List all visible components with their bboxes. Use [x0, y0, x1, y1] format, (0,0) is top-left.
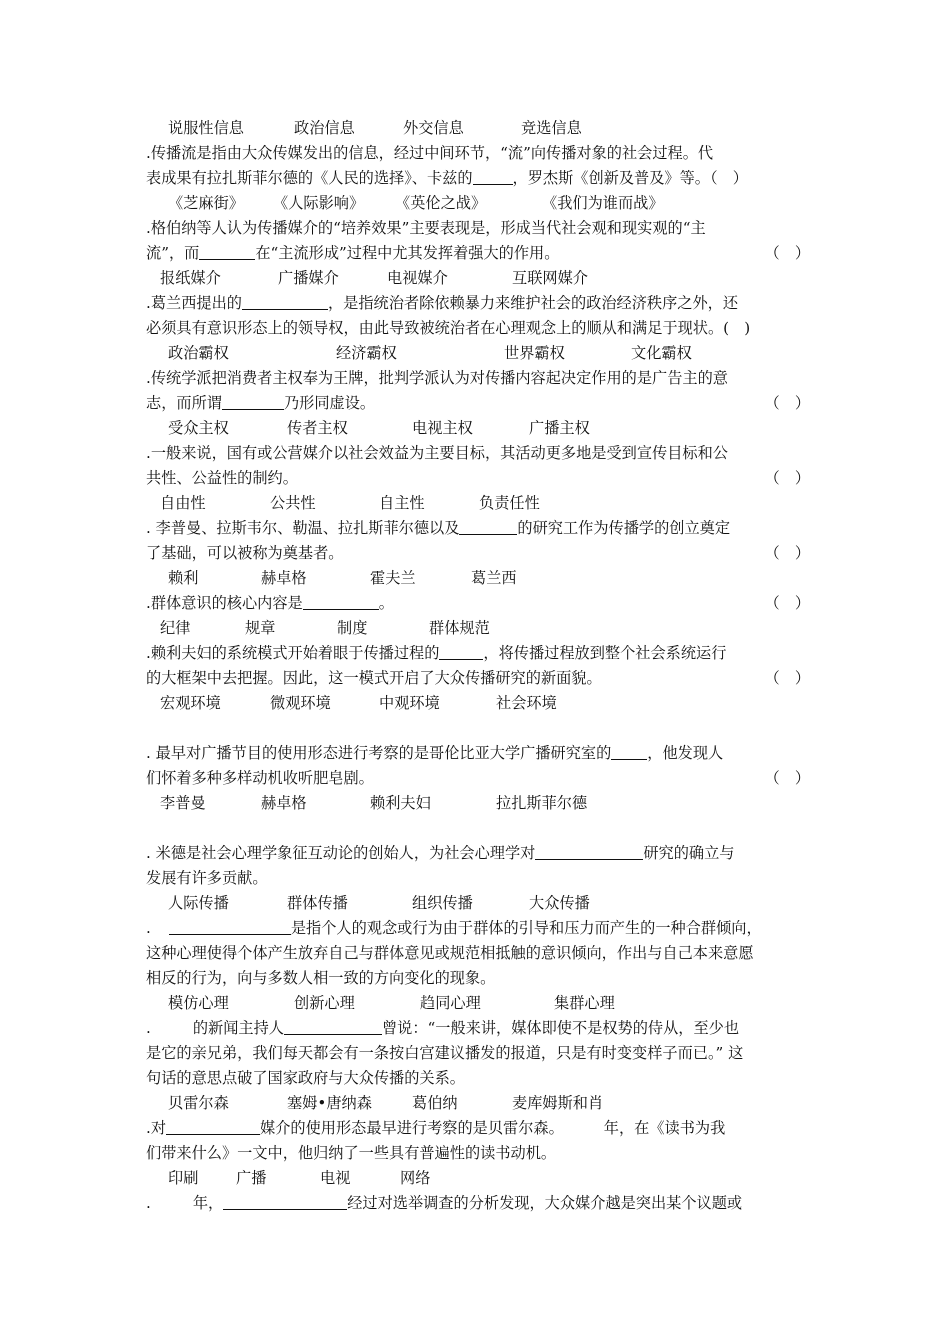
- question-line: .传播流是指由大众传媒发出的信息，经过中间环节，“流”向传播对象的社会过程。代: [146, 144, 714, 162]
- question-line: 们带来什么》一文中，他归纳了一些具有普遍性的读书动机。: [146, 1144, 557, 1162]
- option: 传者主权: [287, 419, 348, 437]
- answer-blank: [473, 167, 513, 185]
- option: 社会环境: [496, 694, 557, 712]
- options-line: [146, 991, 810, 1016]
- option: 广播: [236, 1169, 267, 1187]
- option: 群体传播: [287, 894, 348, 912]
- question-line: 这种心理使得个体产生放弃自己与群体意见或规范相抵触的意识倾向，作出与自己本来意愿: [146, 944, 754, 962]
- option: 广播媒介: [278, 269, 339, 287]
- option: 电视媒介: [387, 269, 448, 287]
- option: 互联网媒介: [512, 269, 588, 287]
- option: 赖利: [168, 569, 199, 587]
- options-line: [146, 1166, 810, 1191]
- option: 中观环境: [379, 694, 440, 712]
- option: 报纸媒介: [160, 269, 221, 287]
- option: 经济霸权: [336, 344, 397, 362]
- question-line: 发展有许多贡献。: [146, 869, 268, 887]
- question-line: 流”，而 在“主流形成”过程中尤其发挥着强大的作用。 （ ）: [146, 241, 810, 266]
- option: 葛兰西: [471, 569, 517, 587]
- option: 自由性: [160, 494, 206, 512]
- question-line: .一般来说，国有或公营媒介以社会效益为主要目标，其活动更多地是受到宣传目标和公: [146, 444, 728, 462]
- option: 电视: [320, 1169, 351, 1187]
- question-line: 了基础，可以被称为奠基者。 （ ）: [146, 541, 810, 566]
- option: 赖利夫妇: [370, 794, 431, 812]
- options-line: [146, 416, 810, 441]
- option: 电视主权: [412, 419, 473, 437]
- option: 赫卓格: [261, 569, 307, 587]
- option: 宏观环境: [160, 694, 221, 712]
- option: 文化霸权: [631, 344, 692, 362]
- question-line: 句话的意思点破了国家政府与大众传播的关系。: [146, 1069, 465, 1087]
- options-line: [146, 491, 810, 516]
- question-line: 表成果有拉扎斯菲尔德的《人民的选择》、卡兹的 ，罗杰斯《创新及普及》等。（ ）: [146, 169, 748, 187]
- question-line: 们怀着多种多样动机收听肥皂剧。 （ ）: [146, 766, 810, 791]
- option: 制度: [337, 619, 368, 637]
- question-line: . 是指个人的观念或行为由于群体的引导和压力而产生的一种合群倾向，: [146, 919, 762, 937]
- option: 说服性信息: [168, 119, 244, 137]
- answer-parentheses: （ ）: [764, 469, 810, 487]
- question-line: .对 媒介的使用形态最早进行考察的是贝雷尔森。 年，在《读书为我: [146, 1119, 726, 1137]
- option: 贝雷尔森: [168, 1094, 229, 1112]
- options-line: [146, 691, 810, 716]
- options-line: [146, 891, 810, 916]
- option: 印刷: [168, 1169, 199, 1187]
- question-line: .赖利夫妇的系统模式开始着眼于传播过程的 ，将传播过程放到整个社会系统运行: [146, 644, 727, 662]
- option: 公共性: [270, 494, 316, 512]
- question-line: . 的新闻主持人 曾说：“一般来讲，媒体即使不是权势的侍从，至少也: [146, 1019, 740, 1037]
- option: 微观环境: [270, 694, 331, 712]
- option: 赫卓格: [261, 794, 307, 812]
- option: 竞选信息: [521, 119, 582, 137]
- question-line: 志，而所谓 乃形同虚设。 （ ）: [146, 391, 810, 416]
- option: 麦库姆斯和肖: [512, 1094, 604, 1112]
- answer-blank: [459, 517, 517, 535]
- answer-blank: [166, 1117, 260, 1135]
- answer-blank: [439, 642, 483, 660]
- option: 李普曼: [160, 794, 206, 812]
- question-line: 相反的行为，向与多数人相一致的方向变化的现象。: [146, 969, 496, 987]
- option: 纪律: [160, 619, 191, 637]
- option: 政治信息: [294, 119, 355, 137]
- option: 拉扎斯菲尔德: [496, 794, 588, 812]
- options-line: [146, 791, 810, 816]
- option: 世界霸权: [504, 344, 565, 362]
- option: 负责任性: [479, 494, 540, 512]
- option: 受众主权: [168, 419, 229, 437]
- option: 模仿心理: [168, 994, 229, 1012]
- answer-blank: [303, 592, 379, 610]
- options-line: [146, 266, 810, 291]
- options-line: [146, 116, 810, 141]
- option: 群体规范: [429, 619, 490, 637]
- option: 规章: [245, 619, 276, 637]
- options-line: [146, 616, 810, 641]
- option: 《芝麻街》: [168, 194, 244, 212]
- option: 创新心理: [294, 994, 355, 1012]
- option: 《人际影响》: [273, 194, 365, 212]
- answer-blank: [611, 742, 647, 760]
- question-line: . 米德是社会心理学象征互动论的创始人，为社会心理学对 研究的确立与: [146, 844, 735, 862]
- option: 广播主权: [529, 419, 590, 437]
- options-line: [146, 1091, 810, 1116]
- option: 政治霸权: [168, 344, 229, 362]
- option: 大众传播: [529, 894, 590, 912]
- answer-blank: [284, 1017, 382, 1035]
- option: 《英伦之战》: [395, 194, 487, 212]
- answer-blank: [535, 842, 643, 860]
- option: 《我们为谁而战》: [542, 194, 664, 212]
- question-line: .葛兰西提出的 ，是指统治者除依赖暴力来维护社会的政治经济秩序之外，还: [146, 294, 739, 312]
- answer-parentheses: （ ）: [764, 594, 810, 612]
- question-line: 共性、公益性的制约。 （ ）: [146, 466, 810, 491]
- question-line: 必须具有意识形态上的领导权，由此导致被统治者在心理观念上的顺从和满足于现状。( ): [146, 319, 751, 337]
- option: 趋同心理: [420, 994, 481, 1012]
- question-line: .群体意识的核心内容是 。 （ ）: [146, 591, 810, 616]
- option: 网络: [400, 1169, 431, 1187]
- answer-blank: [222, 392, 284, 410]
- answer-parentheses: （ ）: [764, 669, 810, 687]
- answer-parentheses: （ ）: [764, 244, 810, 262]
- question-line: .传统学派把消费者主权奉为王牌，批判学派认为对传播内容起决定作用的是广告主的意: [146, 369, 728, 387]
- question-line: 是它的亲兄弟，我们每天都会有一条按白宫建议播发的报道，只是有时变变样子而已。” 这: [146, 1044, 744, 1062]
- option: 霍夫兰: [370, 569, 416, 587]
- option: 集群心理: [554, 994, 615, 1012]
- answer-blank: [199, 242, 255, 260]
- answer-blank: [242, 292, 328, 310]
- options-line: [146, 341, 810, 366]
- option: 葛伯纳: [412, 1094, 458, 1112]
- answer-parentheses: （ ）: [764, 394, 810, 412]
- answer-blank: [223, 1192, 347, 1210]
- option: 塞姆•唐纳森: [287, 1094, 372, 1112]
- option: 自主性: [379, 494, 425, 512]
- question-line: 的大框架中去把握。因此，这一模式开启了大众传播研究的新面貌。 （ ）: [146, 666, 810, 691]
- option: 外交信息: [403, 119, 464, 137]
- answer-parentheses: （ ）: [764, 769, 810, 787]
- options-line: [146, 566, 810, 591]
- answer-blank: [169, 917, 291, 935]
- option: 组织传播: [412, 894, 473, 912]
- question-line: . 李普曼、拉斯韦尔、勒温、拉扎斯菲尔德以及 的研究工作为传播学的创立奠定: [146, 519, 731, 537]
- question-line: .格伯纳等人认为传播媒介的“培养效果”主要表现是，形成当代社会观和现实观的“主: [146, 219, 706, 237]
- answer-parentheses: （ ）: [764, 544, 810, 562]
- options-line: [146, 191, 810, 216]
- option: 人际传播: [168, 894, 229, 912]
- question-line: . 最早对广播节目的使用形态进行考察的是哥伦比亚大学广播研究室的 ，他发现人: [146, 744, 724, 762]
- question-line: . 年， 经过对选举调查的分析发现，大众媒介越是突出某个议题或: [146, 1194, 743, 1212]
